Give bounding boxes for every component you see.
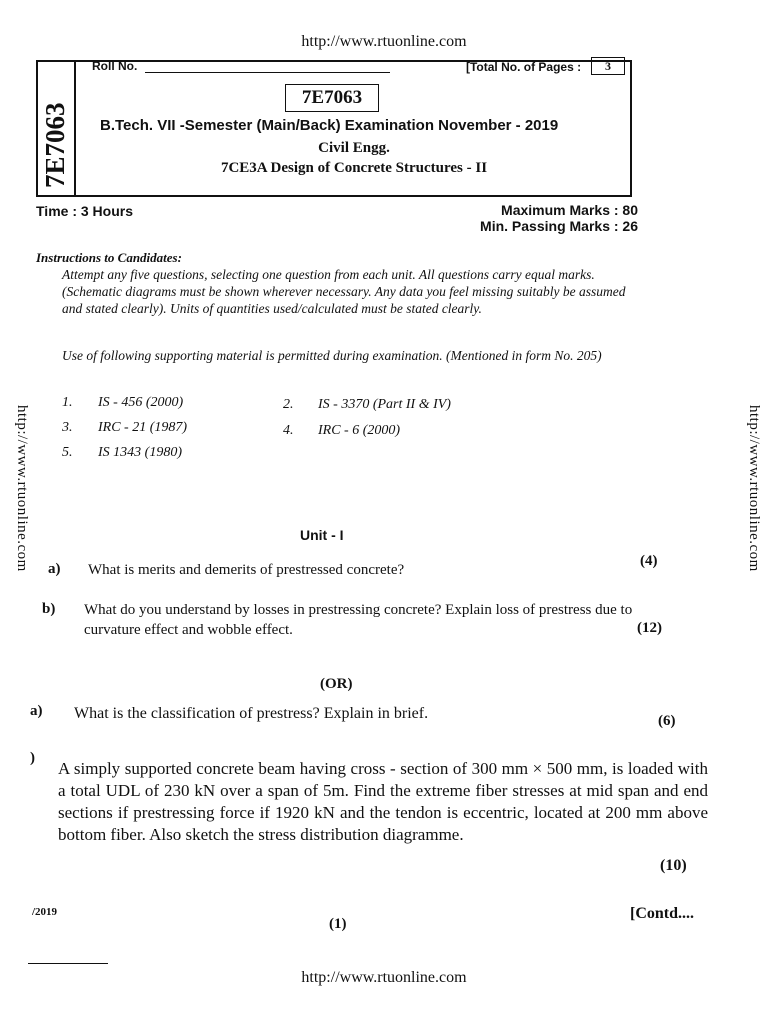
question-label: a) [30, 703, 43, 719]
continued-label: [Contd.... [630, 905, 695, 922]
material-number: 1. [62, 395, 73, 410]
branch-name: Civil Engg. [318, 140, 390, 156]
max-marks: Maximum Marks : 80 [501, 202, 638, 218]
vertical-paper-code: 7E7063 [40, 102, 70, 188]
unit-title: Unit - I [300, 527, 344, 543]
question-text: What is merits and demerits of prestressed concrete? [88, 562, 405, 578]
material-item: IRC - 21 (1987) [98, 420, 188, 435]
material-item: IRC - 6 (2000) [318, 423, 401, 438]
exam-title: B.Tech. VII -Semester (Main/Back) Examination November - 2019 [100, 117, 559, 134]
watermark-url-left: http://www.rtuonline.com [14, 405, 30, 572]
watermark-url-right: http://www.rtuonline.com [746, 405, 762, 572]
material-item: IS - 456 (2000) [98, 395, 184, 410]
footer-code: /2019 [32, 906, 58, 918]
material-item: IS - 3370 (Part II & IV) [318, 397, 451, 412]
min-passing-marks: Min. Passing Marks : 26 [480, 218, 638, 234]
exam-time: Time : 3 Hours [36, 203, 133, 219]
total-pages-label: [Total No. of Pages : [466, 60, 582, 74]
question-marks: (10) [660, 857, 687, 874]
question-text: What do you understand by losses in prestressing concrete? Explain loss of prestress due to curvature effect and wobble effect. [84, 602, 633, 638]
footer-rule [28, 963, 108, 964]
question-label: a) [48, 561, 61, 577]
question-text: A simply supported concrete beam having cross - section of 300 mm × 500 mm, is loaded with a total UDL of 230 kN over a span of 5m. Find the extreme fiber stresses at mid span and end sections if prestressing force if 1920 kN and the tendon is eccentric, located at 200 mm above bottom fiber. Also sketch the stress distribution diagramme. [58, 759, 708, 844]
watermark-url-bottom: http://www.rtuonline.com [301, 969, 467, 986]
question-marks: (4) [640, 553, 658, 569]
material-number: 3. [62, 420, 73, 435]
supporting-material-text: Use of following supporting material is permitted during examination. (Mentioned in form No. 205) [62, 348, 602, 363]
instructions-title: Instructions to Candidates: [36, 250, 182, 265]
paper-code: 7E7063 [285, 84, 379, 112]
roll-number-label: Roll No. [92, 59, 138, 73]
subject-name: 7CE3A Design of Concrete Structures - II [220, 160, 488, 176]
question-marks: (6) [658, 713, 676, 729]
material-item: IS 1343 (1980) [98, 445, 182, 460]
watermark-url-top: http://www.rtuonline.com [301, 33, 467, 50]
question-label: b) [42, 601, 56, 617]
question-label: ) [30, 750, 35, 766]
page-number: (1) [329, 916, 347, 932]
question-marks: (12) [637, 620, 662, 636]
material-number: 2. [283, 397, 294, 412]
roll-number-line [145, 72, 390, 73]
total-pages-value: 3 [591, 57, 625, 75]
or-separator: (OR) [320, 676, 353, 692]
instructions-text: Attempt any five questions, selecting one question from each unit. All questions carry equal marks. (Schematic diagrams must be shown wherever necessary. Any data you feel missing suitably be assumed and stated clearly). Units of quantities used/calculated must be stated clearly. [62, 267, 626, 316]
material-number: 5. [62, 445, 73, 460]
question-text: What is the classification of prestress? Explain in brief. [74, 705, 429, 722]
material-number: 4. [283, 423, 294, 438]
